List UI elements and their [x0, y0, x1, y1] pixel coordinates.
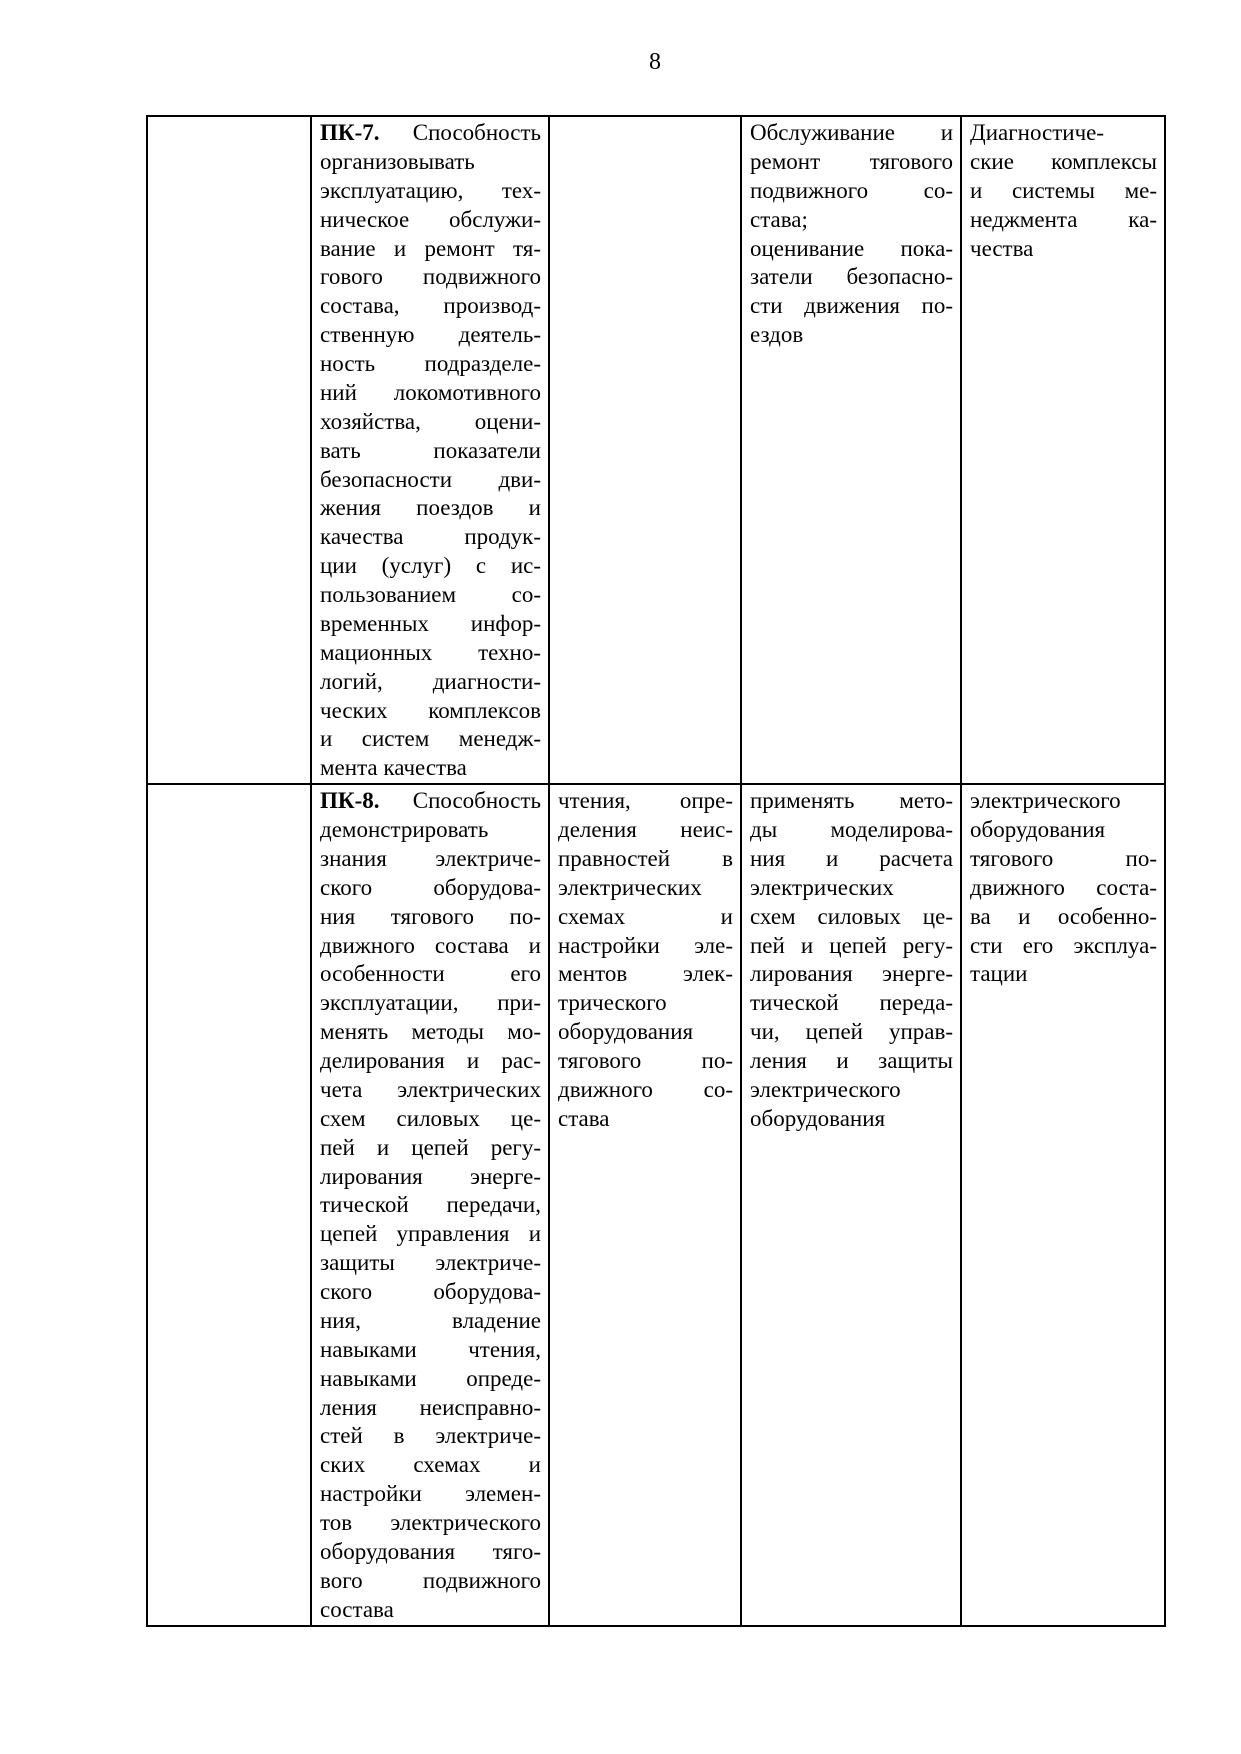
text-line: тации [970, 961, 1028, 987]
text-line: чи, цепей управ- [750, 1019, 953, 1045]
text-line: става; [750, 206, 808, 232]
text-line: электрических [750, 874, 894, 900]
text-line: ездов [750, 322, 804, 348]
text-line: жения поездов и [320, 495, 541, 521]
text-line: оценивание пока- [750, 235, 953, 261]
text-line: ПК-8. Способность [320, 788, 541, 814]
text-line: пей и цепей регу- [320, 1134, 541, 1160]
text-line: вого подвижного [320, 1567, 541, 1593]
text-line: ность подразделе- [320, 351, 541, 376]
text-line: ления неисправно- [320, 1394, 541, 1420]
cell-pk7-tools [961, 116, 1165, 784]
cell-pk7-empty-left [147, 116, 311, 784]
text-line: ническое обслужи- [320, 206, 541, 232]
text-line: тов электрического [320, 1510, 541, 1535]
text-line: ПК-7. Способность [320, 120, 541, 145]
text-line: оборудования [558, 1019, 694, 1045]
text-line: гового подвижного [320, 264, 541, 290]
cell-pk7-competency [311, 116, 549, 784]
text-line: навыками опреде- [320, 1365, 541, 1391]
text-line: лирования энерге- [750, 961, 953, 987]
text-line: затели безопасно- [750, 264, 953, 290]
cell-pk7-empty-middle [549, 116, 741, 784]
text-line: состава [320, 1596, 394, 1622]
text-line: эксплуатацию, тех- [320, 177, 541, 203]
text-line: вать показатели [320, 437, 541, 463]
text-line: схемах и [558, 903, 733, 929]
page-number: 8 [649, 49, 661, 75]
text-line: ции (услуг) с ис- [320, 553, 541, 579]
text-line: ния тягового по- [320, 903, 541, 929]
text-line: электрического [750, 1076, 901, 1102]
text-line: настройки эле- [558, 932, 733, 958]
text-line: правностей в [558, 845, 733, 871]
text-line: става [558, 1105, 610, 1131]
text-line: оборудования тяго- [320, 1538, 541, 1564]
text-line: чтения, опре- [558, 788, 733, 814]
text-line: хозяйства, оцени- [320, 408, 541, 434]
text-line: ния и расчета [750, 845, 953, 871]
text-line: трического [558, 990, 667, 1016]
text-line: чества [970, 235, 1034, 261]
text-line: оборудования [750, 1105, 886, 1131]
text-line: менять методы мо- [320, 1019, 541, 1045]
text-line: электрического [970, 788, 1121, 814]
text-line: оборудования [970, 817, 1106, 842]
text-line: движного состава и [320, 932, 541, 958]
text-line: навыками чтения, [320, 1336, 541, 1362]
table-row-pk8 [147, 784, 1165, 1625]
text-line: особенности его [320, 961, 541, 987]
text-line: лирования энерге- [320, 1163, 541, 1189]
text-line: деления неис- [558, 817, 733, 842]
text-line: применять мето- [750, 788, 953, 814]
text-line: цепей управления и [320, 1221, 541, 1247]
text-line: эксплуатации, при- [320, 990, 541, 1016]
text-line: чета электрических [320, 1076, 541, 1102]
text-line: неджмента ка- [970, 206, 1157, 232]
text-line: ремонт тягового [750, 148, 953, 174]
cell-pk8-competency [311, 784, 549, 1625]
text-line: сти его эксплуа- [970, 932, 1157, 958]
text-line: ских схемах и [320, 1452, 541, 1478]
cell-pk7-skills [741, 116, 961, 784]
cell-pk8-apply-methods [741, 784, 961, 1625]
text-line: тягового по- [558, 1048, 733, 1073]
text-line: пользованием со- [320, 582, 541, 607]
text-line: стей в электриче- [320, 1423, 541, 1449]
text-line: и систем менедж- [320, 726, 541, 752]
text-line: мента качества [320, 755, 467, 781]
text-line: Обслуживание и [750, 120, 953, 145]
text-line: организовывать [320, 148, 475, 174]
text-line: тической передачи, [320, 1192, 541, 1218]
text-line: движного соста- [970, 874, 1157, 900]
text-line: знания электриче- [320, 845, 541, 871]
text-line: Диагностиче- [970, 120, 1105, 145]
text-line: сти движения по- [750, 293, 953, 319]
text-line: схем силовых це- [320, 1105, 541, 1131]
text-line: ственную деятель- [320, 322, 541, 348]
cell-pk8-empty-left [147, 784, 311, 1625]
text-line: тической переда- [750, 990, 953, 1016]
text-line: ды моделирова- [750, 817, 953, 842]
text-line: схем силовых це- [750, 903, 953, 929]
text-line: ния, владение [320, 1307, 541, 1333]
text-line: состава, производ- [320, 293, 541, 319]
text-line: подвижного со- [750, 177, 953, 203]
competency-table [146, 115, 1166, 1627]
text-line: и системы ме- [970, 177, 1157, 203]
text-line: ского оборудова- [320, 1279, 541, 1304]
text-line: ские комплексы [970, 148, 1157, 174]
text-line: защиты электриче- [320, 1250, 541, 1276]
table-row-pk7 [147, 116, 1165, 784]
text-line: ментов элек- [558, 961, 733, 987]
text-line: ческих комплексов [320, 697, 541, 723]
text-line: демонстрировать [320, 817, 489, 842]
text-line: электрических [558, 874, 702, 900]
text-line: движного со- [558, 1076, 733, 1102]
text-line: безопасности дви- [320, 466, 541, 492]
text-line: настройки элемен- [320, 1481, 541, 1507]
text-line: тягового по- [970, 845, 1157, 871]
text-line: мационных техно- [320, 639, 541, 665]
text-line: качества продук- [320, 524, 541, 550]
text-line: делирования и рас- [320, 1048, 541, 1073]
text-line: ний локомотивного [320, 379, 541, 405]
text-line: ского оборудова- [320, 874, 541, 900]
text-line: пей и цепей регу- [750, 932, 953, 958]
text-line: временных инфор- [320, 610, 541, 636]
text-line: вание и ремонт тя- [320, 235, 541, 261]
text-line: ления и защиты [750, 1048, 953, 1073]
text-line: логий, диагности- [320, 668, 541, 694]
cell-pk8-knowledge [961, 784, 1165, 1625]
cell-pk8-reading-skills [549, 784, 741, 1625]
text-line: ва и особенно- [970, 903, 1157, 929]
